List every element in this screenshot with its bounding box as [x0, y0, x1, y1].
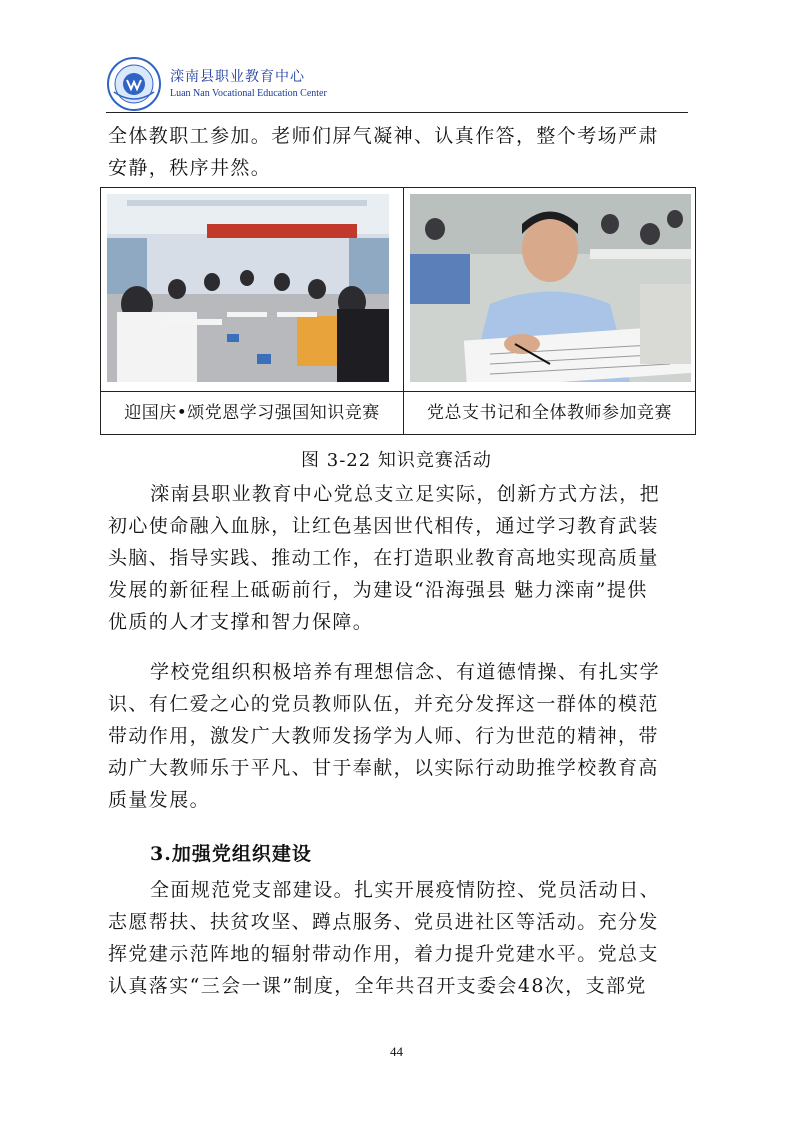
paragraph-2	[108, 656, 690, 816]
text-line: 全体教职工参加。老师们屏气凝神、认真作答，整个考场严肃	[108, 125, 659, 147]
header-rule	[106, 112, 688, 113]
photo-exam-hall	[107, 194, 389, 382]
section-heading: 3.加强党组织建设	[150, 843, 312, 865]
text-line: 带动作用，激发广大教师发扬学为人师、行为世范的精神，带	[108, 725, 659, 747]
org-name-cn: 滦南县职业教育中心	[170, 69, 305, 85]
text-line: 学校党组织积极培养有理想信念、有道德情操、有扎实学	[150, 661, 661, 683]
figure-title: 图 3-22 知识竞赛活动	[301, 450, 492, 471]
photo-secretary-writing	[410, 194, 691, 382]
text-line: 挥党建示范阵地的辐射带动作用，着力提升党建水平。党总支	[108, 943, 659, 965]
org-name-en: Luan Nan Vocational Education Center	[170, 88, 327, 99]
text-line: 识、有仁爱之心的党员教师队伍，并充分发挥这一群体的模范	[108, 693, 659, 715]
text-line: 质量发展。	[108, 789, 211, 811]
text-line: 头脑、指导实践、推动工作，在打造职业教育高地实现高质量	[108, 547, 659, 569]
photo-caption-right: 党总支书记和全体教师参加竞赛	[427, 403, 672, 423]
text-line: 滦南县职业教育中心党总支立足实际，创新方式方法，把	[150, 483, 661, 505]
text-line: 认真落实“三会一课”制度，全年共召开支委会48次，支部党	[108, 975, 647, 997]
school-emblem-icon	[106, 56, 162, 112]
table-divider-horizontal	[101, 391, 695, 392]
text-line: 志愿帮扶、扶贫攻坚、蹲点服务、党员进社区等活动。充分发	[108, 911, 659, 933]
page-header	[106, 56, 688, 112]
page-number: 44	[390, 1044, 403, 1059]
photo-caption-left: 迎国庆•颂党恩学习强国知识竞赛	[124, 403, 380, 423]
paragraph-1	[108, 478, 690, 638]
text-line: 安静，秩序井然。	[108, 157, 272, 179]
text-line: 动广大教师乐于平凡、甘于奉献，以实际行动助推学校教育高	[108, 757, 659, 779]
text-line: 发展的新征程上砥砺前行，为建设“沿海强县 魅力滦南”提供	[108, 579, 648, 601]
intro-paragraph	[108, 120, 690, 184]
figure-table	[100, 187, 696, 435]
paragraph-3	[108, 874, 690, 1002]
text-line: 全面规范党支部建设。扎实开展疫情防控、党员活动日、	[150, 879, 661, 901]
text-line: 初心使命融入血脉，让红色基因世代相传，通过学习教育武装	[108, 515, 659, 537]
text-line: 优质的人才支撑和智力保障。	[108, 611, 374, 633]
